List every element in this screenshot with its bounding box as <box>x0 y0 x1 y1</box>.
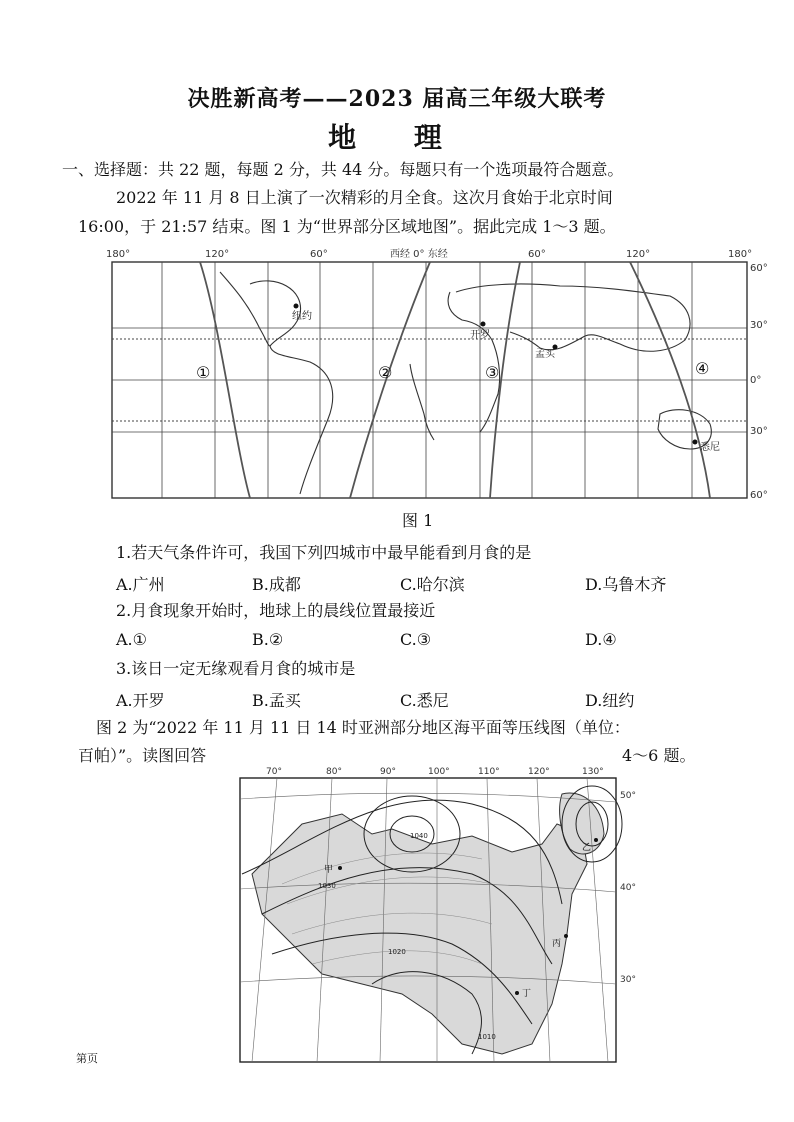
q3-option-c[interactable]: C.悉尼 <box>400 691 449 710</box>
isobar-map-figure <box>232 764 644 1064</box>
city-label-sydney: 悉尼 <box>700 442 720 453</box>
q1-option-d[interactable]: D.乌鲁木齐 <box>585 575 667 594</box>
isobar-label: 1010 <box>478 1033 496 1041</box>
lon-label: 90° <box>380 767 396 777</box>
q1-option-c[interactable]: C.哈尔滨 <box>400 575 465 594</box>
q1-option-b[interactable]: B.成都 <box>252 575 301 594</box>
lon-label: 180° <box>728 249 753 260</box>
point-label-ding: 丁 <box>522 989 532 999</box>
marker-1: ① <box>196 363 211 382</box>
lon-label: 60° <box>528 249 546 260</box>
question-3-stem: 3.该日一定无缘观看月食的城市是 <box>116 659 356 678</box>
intro1-line1: 2022 年 11 月 8 日上演了一次精彩的月全食。这次月食始于北京时间 <box>116 188 613 207</box>
point-label-yi: 乙 <box>582 843 592 853</box>
lon-label: 180° <box>106 249 131 260</box>
lon-label: 120° <box>626 249 651 260</box>
lon-label: 西经 0° 东经 <box>390 249 448 260</box>
city-label-cairo: 开罗 <box>470 330 490 341</box>
lon-label: 110° <box>478 767 500 777</box>
q1-option-a[interactable]: A.广州 <box>116 575 165 594</box>
q3-option-b[interactable]: B.孟买 <box>252 691 301 710</box>
intro2-line1: 图 2 为“2022 年 11 月 11 日 14 时亚洲部分地区海平面等压线图（单位： <box>96 718 630 737</box>
page-footer: 第页 <box>76 1052 98 1065</box>
lat-label: 30° <box>620 975 636 985</box>
intro1-line2: 16:00，于 21:57 结束。图 1 为“世界部分区域地图”。据此完成 1～3 题。 <box>78 217 616 236</box>
figure1-caption: 图 1 <box>402 511 434 530</box>
isobar-label: 1020 <box>388 948 406 956</box>
isobar-label: 1030 <box>318 882 336 890</box>
city-label-newyork: 纽约 <box>292 311 312 322</box>
isobar-label: 1040 <box>410 832 428 840</box>
q2-option-a[interactable]: A.① <box>116 630 147 649</box>
lon-label: 60° <box>310 249 328 260</box>
point-label-bing: 丙 <box>552 939 562 949</box>
lat-label: 30° <box>750 320 768 331</box>
point-label-jia: 甲 <box>324 865 334 875</box>
q3-option-d[interactable]: D.纽约 <box>585 691 635 710</box>
q3-option-a[interactable]: A.开罗 <box>116 691 165 710</box>
lon-label: 120° <box>205 249 230 260</box>
intro2-line2a: 百帕）”。读图回答 <box>78 746 207 765</box>
subject-title: 地 理 <box>328 121 466 154</box>
marker-4: ④ <box>695 359 710 378</box>
city-label-mumbai: 孟买 <box>535 349 555 360</box>
lat-label: 30° <box>750 426 768 437</box>
exam-title: 决胜新高考——2023 届高三年级大联考 <box>187 86 607 112</box>
lat-label: 60° <box>750 263 768 274</box>
q2-option-c[interactable]: C.③ <box>400 630 432 649</box>
marker-2: ② <box>378 363 393 382</box>
lat-label: 40° <box>620 883 636 893</box>
lat-label: 50° <box>620 791 636 801</box>
lon-label: 120° <box>528 767 550 777</box>
q2-option-d[interactable]: D.④ <box>585 630 617 649</box>
lon-label: 80° <box>326 767 342 777</box>
question-2-stem: 2.月食现象开始时，地球上的晨线位置最接近 <box>116 601 436 620</box>
world-map-figure <box>100 244 780 506</box>
lat-label: 60° <box>750 490 768 501</box>
question-1-stem: 1.若天气条件许可，我国下列四城市中最早能看到月食的是 <box>116 543 532 562</box>
q2-option-b[interactable]: B.② <box>252 630 284 649</box>
lat-label: 0° <box>750 375 762 386</box>
lon-label: 70° <box>266 767 282 777</box>
section-heading: 一、选择题：共 22 题，每题 2 分，共 44 分。每题只有一个选项最符合题意。 <box>62 160 624 179</box>
lon-label: 130° <box>582 767 604 777</box>
marker-3: ③ <box>485 363 500 382</box>
intro2-line2b: 4～6 题。 <box>622 746 696 765</box>
lon-label: 100° <box>428 767 450 777</box>
